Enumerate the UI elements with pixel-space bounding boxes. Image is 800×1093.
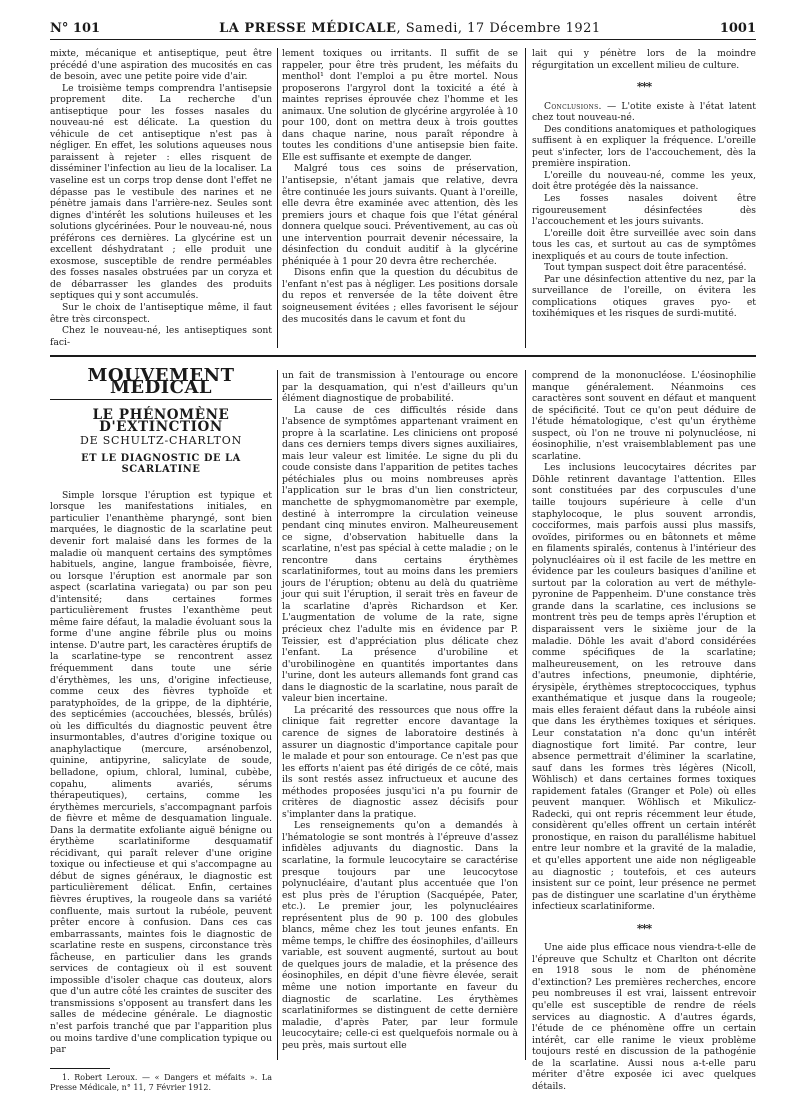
paragraph: comprend de la mononucléose. L'éosinophilie manque généralement. Néanmoins ces caractères sont souvent en défaut et manquent de spécificité. Tout ce qu'on peut déduire de l'étude hématologique, c'est qu'un érythème suspect, où l'on ne trouve ni polynucléose, ni éosinophilie, n'est vraisemblablement pas une scarlatine. [532, 370, 756, 462]
top-column-3 [532, 48, 756, 320]
paragraph: Simple lorsque l'éruption est typique et lorsque les manifestations initiales, en particulier l'enanthème pharyngé, sont bien marquées, le diagnostic de la scarlatine peut devenir fort malaisé dans les formes de la maladie où manquent certains des symptômes habituels, angine, langue framboisée, fièvre, ou lorsque l'éruption est anormale par son aspect (scarlatina variegata) ou par son peu d'intensité; dans certaines formes particulièrement frustes l'exanthème peut même faire défaut, la maladie évoluant sous la forme d'une angine fébrile plus ou moins intense. D'autre part, les caractères éruptifs de la scarlatine-type se rencontrent assez fréquemment dans toute une série d'érythèmes, les uns, d'origine infectieuse, comme ceux des fièvres typhoïde et paratyphoïdes, de la grippe, de la diphtérie, des septicémies (accouchées, blessés, brûlés) où les difficultés du diagnostic peuvent être insurmontables, d'autres d'origine toxique ou anaphylactique (mercure, arsénobenzol, quinine, antipyrine, salicylate de soude, belladone, opium, chloral, luminal, cubèbe, copahu, aliments avariés, sérums thérapeutiques), certains, comme les érythèmes mercuriels, s'accompagnant parfois de fièvre et même de desquamation linguale. Dans la dermatite exfoliante aiguë bénigne ou érythème scarlatiniforme desquamatif récidivant, qui paraît relever d'une origine toxique ou infectieuse et qui s'accompagne au début de signes généraux, le diagnostic est particulièrement délicat. Enfin, certaines fièvres éruptives, la rougeole dans sa variété confluente, mais surtout la rubéole, peuvent prêter encore à confusion. Dans ces cas embarrassants, maintes fois le diagnostic de scarlatine reste en suspens, circonstance très fâcheuse, en particulier dans les grands services de contagieux où il est souvent impossible d'isoler chaque cas douteux, alors que d'un autre côté les craintes de susciter des transmissions s'opposent au transfert dans les salles de médecine générale. Le diagnostic n'est parfois tranché que par l'apparition plus ou moins tardive d'une complication typique ou par [50, 489, 272, 1056]
page-header [50, 18, 756, 40]
conclusions-text: — L'otite existe à l'état latent chez tout nouveau-né. [532, 100, 756, 124]
issue-date: , Samedi, 17 Décembre 1921 [396, 21, 601, 36]
paragraph: Disons enfin que la question du décubitus de l'enfant n'est pas à négliger. Les positions dorsale du repos et renversée de la tête doivent être soigneusement évitées ; elles favorisent le séjour des mucosités dans le cavum et font du [282, 267, 518, 325]
paragraph: L'oreille du nouveau-né, comme les yeux, doit être protégée dès la naissance. [532, 169, 756, 193]
section-separator-stars: *** [636, 921, 652, 935]
paragraph: mixte, mécanique et antiseptique, peut être précédé d'une aspiration des mucosités en cas de besoin, avec une petite poire vide d'air. [50, 48, 272, 83]
journal-header [219, 21, 601, 36]
top-column-2 [282, 48, 518, 325]
article-column-2 [282, 370, 518, 1051]
paragraph: Une aide plus efficace nous viendra-t-elle de l'épreuve que Schultz et Charlton ont décrite en 1918 sous le nom de phénomène d'extinction? Les premières recherches, encore peu nombreuses il est vrai, laissent entrevoir qu'elle est susceptible de rendre de réels services au diagnostic. A d'autres égards, l'étude de ce phénomène offre un certain intérêt, car elle ranime le vieux problème toujours resté en discussion de la pathogénie de la scarlatine. Aussi nous a-t-elle paru mériter d'être exposée ici avec quelques détails. [532, 942, 756, 1092]
column-divider [277, 48, 278, 348]
article-title: LE PHÉNOMÈNE D'EXTINCTION [92, 407, 230, 435]
paragraph: lait qui y pénètre lors de la moindre régurgitation un excellent milieu de culture. [532, 48, 756, 71]
paragraph: La précarité des ressources que nous offre la clinique fait regretter encore davantage la carence de signes de laboratoire destinés à assurer un diagnostic d'importance capitale pour le malade et pour son entourage. Ce n'est pas que les efforts n'aient pas été dirigés de ce côté, mais ils sont restés assez infructueux et aucune des méthodes proposées jusqu'ici n'a pu fournir de critères de diagnostic assez décisifs pour s'implanter dans la pratique. [282, 704, 518, 820]
top-column-1 [50, 48, 272, 348]
section-title: MOUVEMENT MÉDICAL [87, 365, 235, 398]
conclusions-label: Conclusions. [544, 100, 602, 112]
paragraph: Les inclusions leucocytaires décrites par Döhle retinrent davantage l'attention. Elles sont constituées par des corpuscules d'une taille toujours supérieure à celle d'un staphylocoque, le plus souvent arrondis, cocciformes, mais parfois aussi plus massifs, ovoïdes, piriformes ou en bâtonnets et même en filaments spiralés, contenus à l'intérieur des polynucléaires où il est facile de les mettre en évidence par les couleurs basiques d'aniline et surtout par la coloration au vert de méthyle-pyronine de Pappenheim. D'une constance très grande dans la scarlatine, ces inclusions se montrent très peu de temps après l'éruption et disparaissent vers le sixième jour de la maladie. Döhle les avait d'abord considérées comme spécifiques de la scarlatine; malheureusement, on les retrouve dans d'autres infections, pneumonie, diphtérie, érysipèle, érythèmes streptococciques, typhus exanthématique et jusque dans la rougeole; mais elles feraient défaut dans la rubéole ainsi que dans les érythèmes toxiques et sériques. Leur constatation n'a donc qu'un intérêt diagnostique fort limité. Par contre, leur absence permettrait d'éliminer la scarlatine, sauf dans les formes très légères (Nicoll, Wöhlisch) et dans certaines formes toxiques rapidement fatales (Granger et Pole) où elles peuvent manquer. Wöhlisch et Mikulicz-Radecki, qui ont repris récemment leur étude, considèrent qu'elles offrent un certain intérêt pronostique, en raison du parallélisme habituel entre leur nombre et la gravité de la maladie, et qu'elles apportent une aide non négligeable au diagnostic ; toutefois, et ces auteurs insistent sur ce point, leur présence ne permet pas de distinguer une scarlatine d'un érythème infectieux scarlatiniforme. [532, 462, 756, 913]
column-divider [277, 370, 278, 1060]
paragraph: Malgré tous ces soins de préservation, l'antisepsie, n'étant jamais que relative, devra être continuée les jours suivants. Quant à l'oreille, elle devra être examinée avec attention, dès les premiers jours et chaque fois que l'état général donnera quelque souci. Préventivement, au cas où une intervention pourrait devenir nécessaire, la désinfection du conduit auditif à la glycérine phéniquée à 1 pour 20 devra être recherchée. [282, 163, 518, 267]
paragraph: Sur le choix de l'antiseptique même, il faut être très circonspect. [50, 302, 272, 325]
paragraph: La cause de ces difficultés réside dans l'absence de symptômes appartenant vraiment en propre à la scarlatine. Les cliniciens ont proposé dans ces derniers temps divers signes auxiliaires, mais leur valeur est limitée. Le signe du pli du coude consiste dans l'apparition de petites taches pétéchiales plus ou moins nombreuses après l'application sur le bras d'un lien constricteur, manchette de sphygmomanomètre par exemple, destiné à interrompre la circulation veineuse pendant cinq minutes environ. Malheureusement ce signe, d'observation habituelle dans la scarlatine, n'est pas spécial à cette maladie ; on le rencontre dans certains érythèmes scarlatiniformes, tout au moins dans les premiers jours de l'éruption; obtenu au delà du quatrième jour qui suit l'éruption, il serait très en faveur de la scarlatine d'après Richardson et Ker. L'augmentation de volume de la rate, signe précieux chez l'adulte mis en évidence par P. Teissier, est d'appréciation plus délicate chez l'enfant. La présence d'urobiline et d'urobilinogène en quantités importantes dans l'urine, dont les auteurs allemands font grand cas dans le diagnostic de la scarlatine, nous paraît de valeur bien incertaine. [282, 404, 518, 705]
paragraph: Les renseignements qu'on a demandés à l'hématologie se sont montrés à l'épreuve d'assez infidèles adjuvants du diagnostic. Dans la scarlatine, la formule leucocytaire se caractérise presque toujours par une leucocytose polynucléaire, d'autant plus accentuée que l'on est plus près de l'éruption (Sacquépée, Pater, etc.). Le premier jour, les polynucléaires représentent plus de 90 p. 100 des globules blancs, même chez les tout jeunes enfants. En même temps, le chiffre des éosinophiles, d'ailleurs variable, est souvent augmenté, surtout au bout de quelques jours de maladie, et la présence des éosinophiles, en dépit d'une fièvre élevée, serait même une notion importante en faveur du diagnostic de scarlatine. Les érythèmes scarlatiniformes se distinguent de cette dernière maladie, d'après Pater, par leur formule leucocytaire; celle-ci est quelquefois normale ou à peu près, mais surtout elle [282, 820, 518, 1051]
footnote-rule [50, 1068, 110, 1069]
paragraph: Les fosses nasales doivent être rigoureusement désinfectées dès l'accouchement et les jours suivants. [532, 193, 756, 228]
paragraph: un fait de transmission à l'entourage ou encore par la desquamation, qui n'est d'ailleurs qu'un élément diagnostique de probabilité. [282, 370, 518, 405]
conclusions-paragraph [532, 101, 756, 124]
section-divider [50, 355, 756, 357]
paragraph: Tout tympan suspect doit être paracentésé. [544, 262, 747, 274]
article-subtitle: DE SCHULTZ-CHARLTON [79, 434, 243, 448]
journal-title: LA PRESSE MÉDICALE [219, 21, 397, 36]
column-divider [525, 48, 526, 348]
paragraph: Le troisième temps comprendra l'antisepsie proprement dite. La recherche d'un antiseptique pour les fosses nasales du nouveau-né est délicate. La question du véhicule de cet antiseptique n'est pas à négliger. En effet, les solutions aqueuses nous paraissent à rejeter : elles risquent de disséminer l'infection au lieu de la localiser. La vaseline est un corps trop dense dont l'effet ne dépasse pas le vestibule des narines et ne pénètre jamais dans l'arrière-nez. Seules sont dignes d'intérêt les solutions huileuses et les solutions glycérinées. Pour le nouveau-né, nous préférons ces dernières. La glycérine est un excellent déshydratant ; elle produit une exosmose, susceptible de rendre perméables des fosses nasales obstruées par un coryza et de débarrasser les glandes des produits septiques qui y sont accumulés. [50, 82, 272, 302]
page-number: 1001 [719, 21, 756, 36]
footnote: 1. Robert Leroux. — « Dangers et méfaits ». La Presse Médicale, n° 11, 7 Février 1912. [50, 1072, 272, 1092]
paragraph: Chez le nouveau-né, les antiseptiques sont faci- [50, 325, 272, 348]
article-column-1 [50, 365, 272, 1093]
paragraph: Des conditions anatomiques et pathologiques suffisent à en expliquer la fréquence. L'oreille peut s'infecter, lors de l'accouchement, dès la première inspiration. [532, 123, 756, 170]
column-divider [525, 370, 526, 1060]
section-separator-stars: *** [636, 80, 652, 94]
paragraph: L'oreille doit être surveillée avec soin dans tous les cas, et surtout au cas de symptômes inexpliqués et au cours de toute infection. [532, 227, 756, 262]
newspaper-page [50, 18, 756, 1092]
paragraph: Par une désinfection attentive du nez, par la surveillance de l'oreille, on évitera les complications otiques graves pyo- et toxihémiques et les risques de surdi-mutité. [532, 273, 756, 320]
issue-number: N° 101 [50, 21, 101, 36]
article-column-3 [532, 370, 756, 1092]
paragraph: lement toxiques ou irritants. Il suffit de se rappeler, pour être très prudent, les méfaits du menthol¹ dont l'emploi a pu être mortel. Nous proposerons l'argyrol dont la toxicité a été à maintes reprises éprouvée chez l'homme et les animaux. Une solution de glycérine argyrolée à 10 pour 100, dont on mettra deux à trois gouttes dans chaque narine, nous paraît répondre à toutes les conditions d'une antisepsie bien faite. Elle est suffisante et exempte de danger. [282, 48, 518, 163]
article-subtitle-2: ET LE DIAGNOSTIC DE LA SCARLATINE [81, 452, 241, 476]
title-rule [50, 399, 272, 400]
